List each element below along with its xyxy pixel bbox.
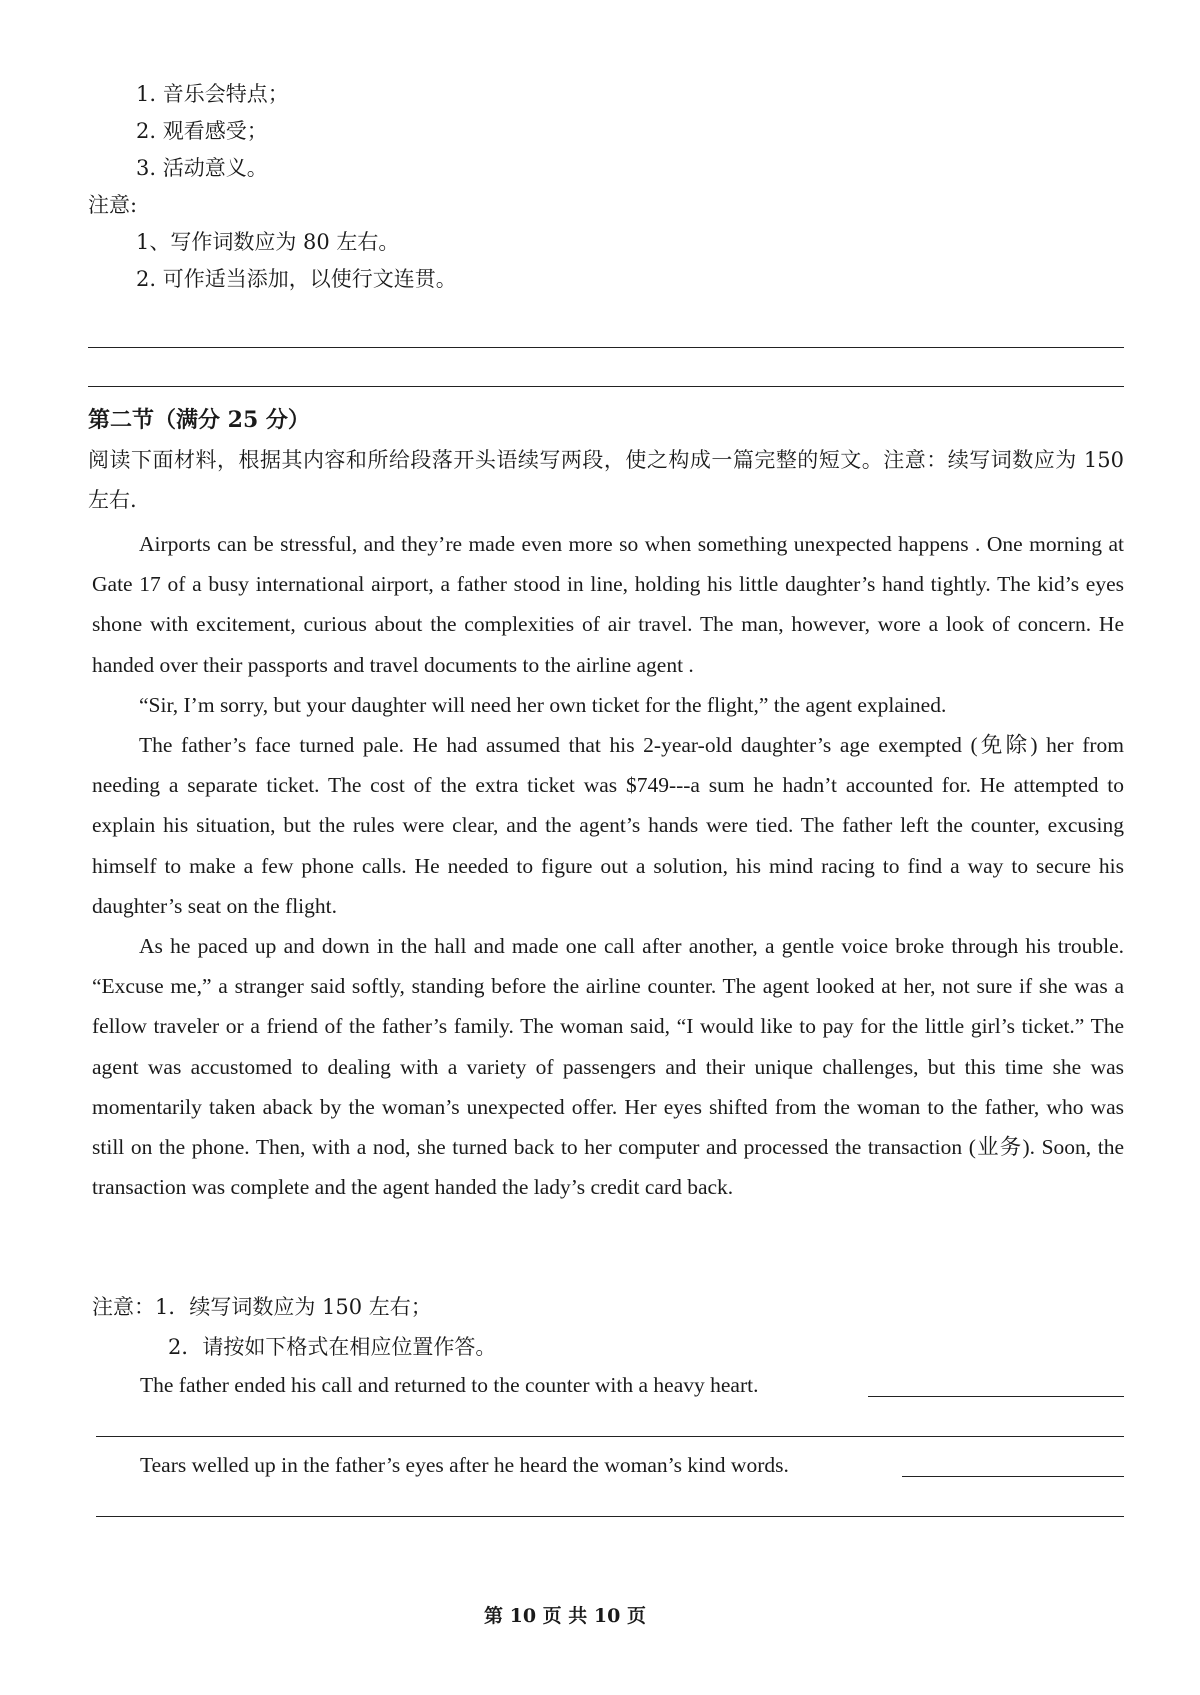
story-paragraph-1: Airports can be stressful, and they’re made even more so when something unexpected happens . One morning at Gate 17 of a busy international airport, a father stood in line, holding his little daughter’s hand tightly. The kid’s eyes shone with excitement, curious about the complexities of air travel. The man, however, wore a look of concern. He handed over their passports and travel documents to the airline agent . <box>92 532 1124 677</box>
note-2: 2. 可作适当添加，以使行文连贯。 <box>136 267 457 291</box>
story-paragraph-2: “Sir, I’m sorry, but your daughter will need her own ticket for the flight,” the agent explained. <box>139 692 947 717</box>
page-number: 第 10 页 共 10 页 <box>484 1605 646 1627</box>
item-1: 1. 音乐会特点； <box>136 82 289 106</box>
answer-line-1[interactable] <box>96 1436 1124 1437</box>
story-text <box>92 524 1124 1207</box>
answer-line-2[interactable] <box>96 1516 1124 1517</box>
continuation-note-1: 注意：1．续写词数应为 150 左右； <box>92 1295 432 1319</box>
item-3: 3. 活动意义。 <box>136 156 268 180</box>
story-paragraph-4: As he paced up and down in the hall and made one call after another, a gentle voice broke through his trouble. “Excuse me,” a stranger said softly, standing before the airline counter. The agent looked at her, not sure if she was a fellow traveler or a friend of the father’s family. The woman said, “I would like to pay for the little girl’s ticket.” The agent was accustomed to dealing with a variety of passengers and their unique challenges, but this time she was momentarily taken aback by the woman’s unexpected offer. Her eyes shifted from the woman to the father, who was still on the phone. Then, with a nod, she turned back to her computer and processed the transaction (业务). Soon, the transaction was complete and the agent handed the lady’s credit card back. <box>92 934 1124 1200</box>
continuation-notes-label: 注意： <box>92 1295 155 1319</box>
continuation-notes <box>92 1287 496 1367</box>
story-paragraph-3: The father’s face turned pale. He had assumed that his 2-year-old daughter’s age exempted (免除) her from needing a separate ticket. The cost of the extra ticket was $749---a sum he hadn’t accounted for. He attempted to explain his situation, but the rules were clear, and the agent’s hands were tied. The father left the counter, excusing himself to make a few phone calls. He needed to figure out a solution, his mind racing to find a way to secure his daughter’s seat on the flight. <box>92 733 1124 918</box>
note-1: 1、写作词数应为 80 左右。 <box>136 230 400 254</box>
section-title: 第二节（满分 25 分） <box>88 407 310 433</box>
continuation-note-2: 2．请按如下格式在相应位置作答。 <box>168 1335 497 1359</box>
answer-blank-2[interactable] <box>902 1476 1124 1477</box>
writing-line-2[interactable] <box>88 386 1124 387</box>
note-label: 注意: <box>88 193 138 217</box>
continuation-prompt-2: Tears welled up in the father’s eyes after he heard the woman’s kind words. <box>140 1453 789 1477</box>
writing-line-1[interactable] <box>88 347 1124 348</box>
answer-blank-1[interactable] <box>868 1396 1124 1397</box>
continuation-prompt-1: The father ended his call and returned to the counter with a heavy heart. <box>140 1373 759 1397</box>
item-2: 2. 观看感受； <box>136 119 268 143</box>
section-instruction: 阅读下面材料，根据其内容和所给段落开头语续写两段，使之构成一篇完整的短文。注意：续写词数应为 150 左右. <box>88 448 1124 512</box>
